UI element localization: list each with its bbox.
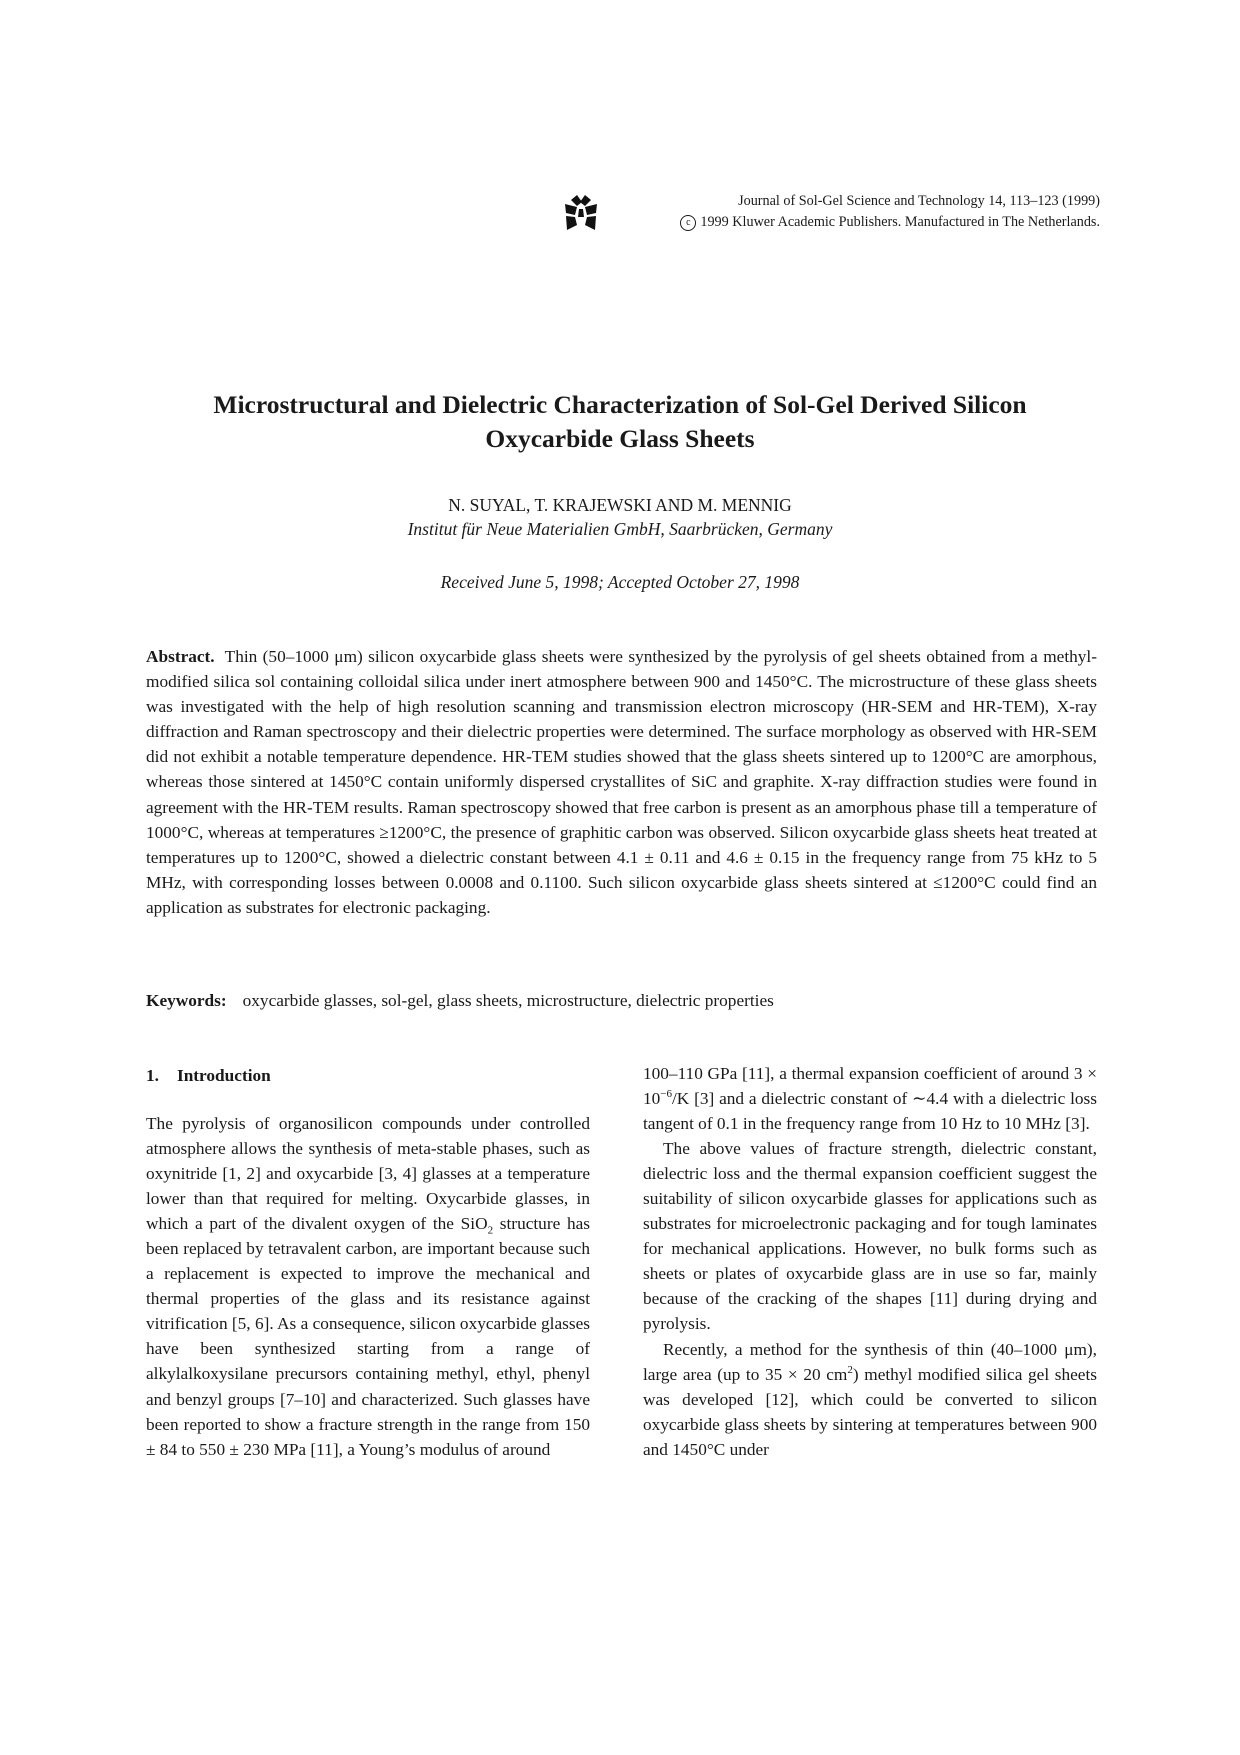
abstract-text: Thin (50–1000 μm) silicon oxycarbide glass sheets were synthesized by the pyrolysis of gel sheets obtained from a methyl-modified silica sol containing colloidal silica under inert atmosphere between 900 and 1450°C. The microstructure of these glass sheets was investigated with the help of high resolution scanning and transmission electron microscopy (HR-SEM and HR-TEM), X-ray diffraction and Raman spectroscopy and their dielectric properties were determined. The surface morphology as observed with HR-SEM did not exhibit a notable temperature dependence. HR-TEM studies showed that the glass sheets sintered up to 1200°C are amorphous, whereas those sintered at 1450°C contain uniformly dispersed crystallites of SiC and graphite. X-ray diffraction studies were found in agreement with the HR-TEM results. Raman spectroscopy showed that free carbon is present as an amorphous phase till a temperature of 1000°C, whereas at temperatures ≥1200°C, the presence of graphitic carbon was observed. Silicon oxycarbide glass sheets heat treated at temperatures up to 1200°C, showed a dielectric constant between 4.1 ± 0.11 and 4.6 ± 0.15 in the frequency range from 75 kHz to 5 MHz, with corresponding losses between 0.0008 and 0.1100. Such silicon oxycarbide glass sheets sintered at ≤1200°C could find an application as substrates for electronic packaging. [146, 647, 1097, 917]
intro-paragraph-1-left [146, 1111, 590, 1462]
subscript: 2 [487, 1224, 494, 1237]
intro-text-segment: /K [3] and a dielectric constant of ∼4.4 with a dielectric loss tangent of 0.1 in the frequency range from 10 Hz to 10 MHz [3]. [643, 1089, 1097, 1134]
section-number: 1. [146, 1066, 159, 1085]
affiliation: Institut für Neue Materialien GmbH, Saarbrücken, Germany [407, 519, 833, 539]
abstract-label: Abstract. [146, 647, 215, 666]
intro-text-segment: structure has been replaced by tetravalent carbon, are important because such a replacement is expected to improve the mechanical and thermal properties of the glass and its resistance against vitrification [5, 6]. As a consequence, silicon oxycarbide glasses have been synthesized starting from a range of alkylalkoxysilane precursors containing methyl, ethyl, phenyl and benzyl groups [7–10] and characterized. Such glasses have been reported to show a fracture strength in the range from 150 ± 84 to 550 ± 230 MPa [11], a Young’s modulus of around [146, 1214, 590, 1459]
kluwer-publisher-logo-icon [563, 193, 599, 233]
copyright-text: 1999 Kluwer Academic Publishers. Manufactured in The Netherlands. [700, 214, 1100, 230]
superscript: 2 [847, 1363, 853, 1376]
section-heading-introduction [146, 1064, 271, 1088]
intro-text-segment: 100–110 GPa [11], a thermal expansion coefficient of around 3 × 10 [643, 1064, 1097, 1109]
intro-text-segment: Recently, a method for the synthesis of thin (40–1000 μm), large area (up to 35 × 20 cm [643, 1339, 1097, 1384]
keywords [146, 989, 1097, 1013]
intro-paragraph-3 [643, 1337, 1097, 1462]
abstract [146, 644, 1097, 920]
superscript: −6 [660, 1088, 672, 1101]
keywords-label: Keywords: [146, 991, 227, 1010]
intro-paragraph-1-continued [643, 1061, 1097, 1136]
intro-text-segment: The pyrolysis of organosilicon compounds under controlled atmosphere allows the synthesis of meta-stable phases, such as oxynitride [1, 2] and oxycarbide [3, 4] glasses at a temperature lower than that required for melting. Oxycarbide glasses, in which a part of the divalent oxygen of the SiO [146, 1114, 590, 1234]
received-dates: Received June 5, 1998; Accepted October 27, 1998 [440, 572, 800, 592]
section-title: Introduction [176, 1066, 271, 1085]
right-column [643, 1061, 1097, 1462]
journal-header [560, 191, 1100, 239]
paper-title: Microstructural and Dielectric Characterization of Sol-Gel Derived Silicon Oxycarbide Glass Sheets [213, 390, 1027, 453]
copyright-notice [680, 212, 1100, 232]
keywords-text: oxycarbide glasses, sol-gel, glass sheets, microstructure, dielectric properties [242, 991, 774, 1010]
intro-text-segment: ) methyl modified silica gel sheets was developed [12], which could be converted to silicon oxycarbide glass sheets by sintering at temperatures between 900 and 1450°C under [643, 1364, 1097, 1459]
intro-paragraph-2: The above values of fracture strength, dielectric constant, dielectric loss and the thermal expansion coefficient suggest the suitability of silicon oxycarbide glasses for applications such as substrates for microelectronic packaging and for tough laminates for mechanical applications. However, no bulk forms such as sheets or plates of oxycarbide glass are in use so far, mainly because of the cracking of the shapes [11] during drying and pyrolysis. [643, 1139, 1097, 1334]
copyright-symbol: c [680, 215, 696, 231]
authors: N. SUYAL, T. KRAJEWSKI AND M. MENNIG [448, 495, 792, 515]
journal-citation: Journal of Sol-Gel Science and Technology 14, 113–123 (1999) [738, 193, 1100, 209]
